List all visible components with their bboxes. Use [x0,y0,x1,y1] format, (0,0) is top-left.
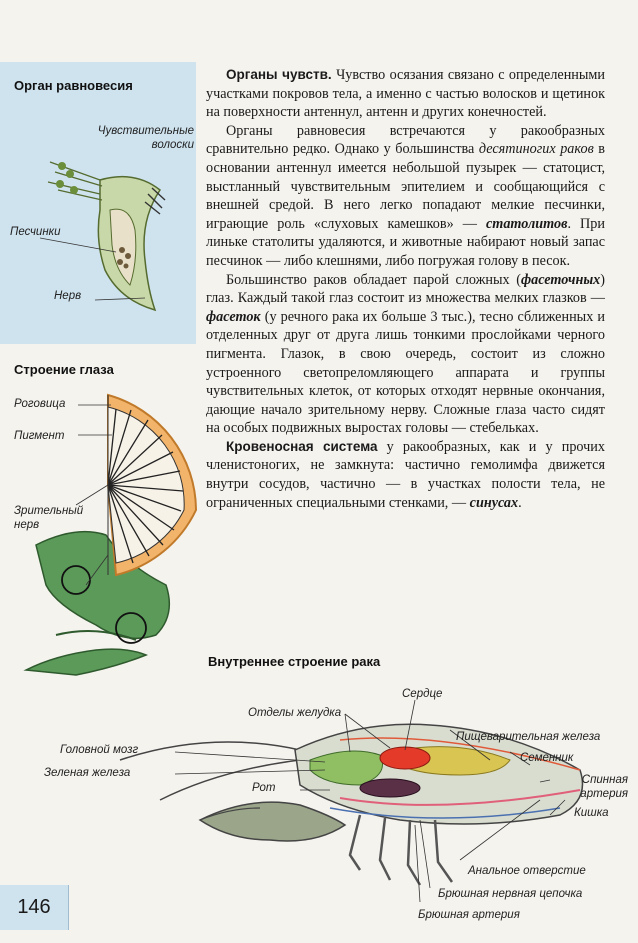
label-sand-grains: Песчинки [10,226,61,238]
main-text-column [206,66,605,512]
term-facets: фасеток [206,308,261,325]
label-brain: Головной мозг [60,744,139,756]
term-statoliths: статолитов [485,215,568,232]
paragraph-circulatory-b: . [518,494,522,511]
label-optic-nerve: Зрительный нерв [14,505,84,531]
label-green-gland: Зеленая железа [44,767,131,779]
balance-organ-caption: Орган равновесия [14,78,133,93]
statocyst-illustration [40,150,190,320]
label-nerve: Нерв [54,290,82,302]
paragraph-balance-b: в основании антеннул имеется небольшой пузырек — статоцист, выстланный чувствительным эпителием и сообщающийся с внешней средой. В него легко попадают мелкие песчинки, играющие роль «слуховых камешков» — [206,141,605,232]
paragraph-eyes-b: ) глаз. Каждый такой глаз состоит из множества мелких глазков — [206,271,605,307]
label-ventral-artery: Брюшная артерия [418,909,520,921]
term-sinuses: синусах [469,494,519,511]
paragraph-eyes-c: (у речного рака их больше 3 тыс.), тесно сближенных и отделенных друг от друга лишь тонкими прослойками черного пигмента. Глазок, в свою очередь, состоит из сложно устроенного светопреломляющего аппарата и группы чувствительных клеток, от которых отходят нервные окончания, дающие начало зрительному нерву. Сложные глаза часто сидят на особых подвижных выростах головы — стебельках. [206,308,605,437]
label-ventral-nerve-chain: Брюшная нервная цепочка [438,888,583,900]
label-mouth: Рот [252,782,276,794]
label-testis: Семенник [520,752,574,764]
paragraph-sense-organs: Чувство осязания связано с определенными участками покровов тела, а именно с частью волосков и щетинок на поверхности антеннул, антенн и других конечностей. [206,67,605,121]
label-pigment: Пигмент [14,430,65,442]
paragraph-balance-c: . При линьке статолиты удаляются, и животные набирают новый запас песчинок — либо клешнями, либо погружая голову в песок. [206,215,605,269]
paragraph-eyes-a: Большинство раков обладает парой сложных ( [226,271,521,288]
paragraph-circulatory-a: у ракообразных, как и у прочих членистоногих, не замкнута: частично гемолимфа движется внутри сосудов, частично — в участках полости тела, не ограниченных специальными стенками, — [206,438,605,511]
term-faceted: фасеточных [520,271,601,288]
heading-circulatory-system: Кровеносная система [226,438,378,454]
term-decapods: десятиногих раков [478,141,594,158]
heading-sense-organs: Органы чувств. [226,67,332,82]
label-anus: Анальное отверстие [468,865,586,877]
compound-eye-illustration [16,385,206,685]
internal-structure-caption: Внутреннее строение рака [208,654,381,669]
label-digestive-gland: Пищеварительная железа [456,731,601,743]
page-number: 146 [0,885,69,930]
label-cornea: Роговица [14,398,66,410]
label-dorsal-artery: Спинная артерия [580,774,628,800]
eye-structure-caption: Строение глаза [14,362,114,377]
label-intestine: Кишка [574,807,609,819]
label-sensitive-hairs: Чувствительные волоски [97,125,194,151]
label-stomach-sections: Отделы желудка [248,707,342,719]
paragraph-balance-a: Органы равновесия встречаются у ракообразных сравнительно редко. Однако у большинства [206,122,605,158]
label-heart: Сердце [402,688,443,700]
